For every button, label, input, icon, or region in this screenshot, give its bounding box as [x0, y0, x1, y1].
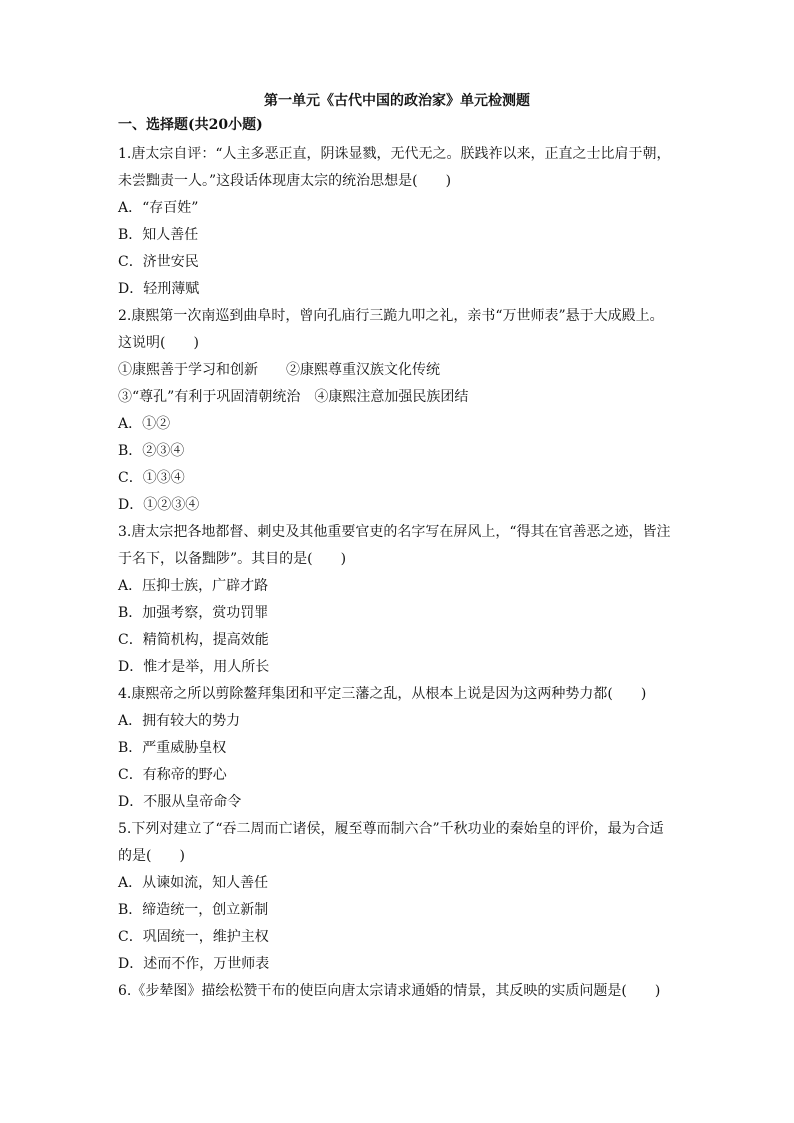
question-stem-line: 未尝黜责一人。”这段话体现唐太宗的统治思想是( ) — [118, 173, 452, 189]
answer-option: B．②③④ — [118, 443, 185, 459]
answer-option: D．述而不作，万世师表 — [118, 956, 270, 972]
answer-option: C．①③④ — [118, 470, 185, 486]
statement-line: ③“尊孔”有利于巩固清朝统治 ④康熙注意加强民族团结 — [118, 389, 469, 405]
answer-option: C．巩固统一，维护主权 — [118, 929, 269, 945]
question-stem-line: 3.唐太宗把各地都督、刺史及其他重要官吏的名字写在屏风上，“得其在官善恶之迹，皆注 — [118, 524, 671, 540]
question-stem-line: 2.康熙第一次南巡到曲阜时，曾向孔庙行三跪九叩之礼，亲书“万世师表”悬于大成殿上。 — [118, 308, 664, 324]
section-heading: 一、选择题(共20小题) — [118, 117, 263, 133]
question-6 — [118, 978, 676, 1005]
question-stem-line: 4.康熙帝之所以剪除鳌拜集团和平定三藩之乱，从根本上说是因为这两种势力都( ) — [118, 686, 647, 702]
statement-line: ①康熙善于学习和创新 ②康熙尊重汉族文化传统 — [118, 362, 440, 378]
answer-option: D．①②③④ — [118, 497, 200, 513]
answer-option: C．精简机构，提高效能 — [118, 632, 269, 648]
answer-option: A．从谏如流，知人善任 — [118, 875, 269, 891]
question-1 — [118, 141, 676, 303]
page-title: 第一单元《古代中国的政治家》单元检测题 — [264, 93, 530, 109]
answer-option: B．加强考察，赏功罚罪 — [118, 605, 269, 621]
answer-option: C．有称帝的野心 — [118, 767, 227, 783]
answer-option: A．①② — [118, 416, 171, 432]
question-4 — [118, 681, 676, 816]
question-stem-line: 的是( ) — [118, 848, 185, 864]
answer-option: B．知人善任 — [118, 227, 199, 243]
question-3 — [118, 519, 676, 681]
question-stem-line: 于名下，以备黜陟”。其目的是( ) — [118, 551, 347, 567]
answer-option: C．济世安民 — [118, 254, 199, 270]
question-stem-line: 这说明( ) — [118, 335, 199, 351]
question-5 — [118, 816, 676, 978]
question-list — [118, 141, 676, 1005]
question-stem-line: 6.《步辇图》描绘松赞干布的使臣向唐太宗请求通婚的情景，其反映的实质问题是( ) — [118, 983, 661, 999]
answer-option: D．不服从皇帝命令 — [118, 794, 242, 810]
question-stem-line: 5.下列对建立了“吞二周而亡诸侯，履至尊而制六合”千秋功业的秦始皇的评价，最为合适 — [118, 821, 664, 837]
answer-option: A．拥有较大的势力 — [118, 713, 241, 729]
answer-option: D．惟才是举，用人所长 — [118, 659, 270, 675]
answer-option: A．“存百姓” — [118, 200, 199, 216]
answer-option: D．轻刑薄赋 — [118, 281, 200, 297]
answer-option: A．压抑士族，广辟才路 — [118, 578, 269, 594]
question-stem-line: 1.唐太宗自评：“人主多恶正直，阴诛显戮，无代无之。朕践祚以来，正直之士比肩于朝， — [118, 146, 671, 162]
answer-option: B．严重威胁皇权 — [118, 740, 227, 756]
question-2 — [118, 303, 676, 519]
answer-option: B．缔造统一，创立新制 — [118, 902, 269, 918]
